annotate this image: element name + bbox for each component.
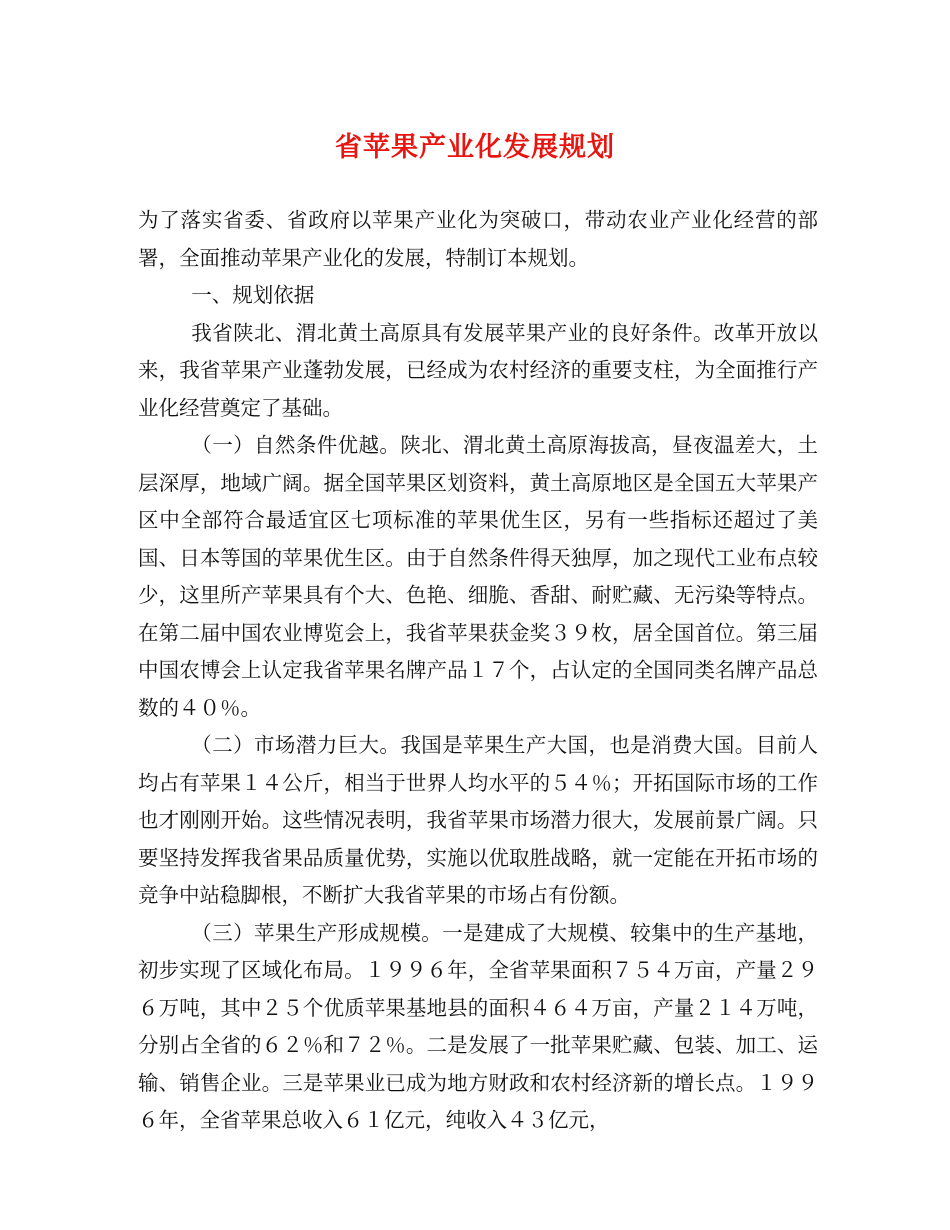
paragraph-production-scale: （三）苹果生产形成规模。一是建成了大规模、较集中的生产基地，初步实现了区域化布局。１９９６年，全省苹果面积７５４万亩，产量２９６万吨，其中２５个优质苹果基地县的面积４６４万亩，产量２１４万吨，分别占全省的６２％和７２％。二是发展了一批苹果贮藏、包装、加工、运输、销售企业。三是苹果业已成为地方财政和农村经济新的增长点。１９９６年，全省苹果总收入６１亿元，纯收入４３亿元，	[138, 920, 818, 1132]
paragraph-overview: 我省陕北、渭北黄土高原具有发展苹果产业的良好条件。改革开放以来，我省苹果产业蓬勃发展，已经成为农村经济的重要支柱，为全面推行产业化经营奠定了基础。	[138, 320, 818, 420]
paragraph-market-potential: （二）市场潜力巨大。我国是苹果生产大国，也是消费大国。目前人均占有苹果１４公斤，相当于世界人均水平的５４％；开拓国际市场的工作也才刚刚开始。这些情况表明，我省苹果市场潜力很大，发展前景广阔。只要坚持发挥我省果品质量优势，实施以优取胜战略，就一定能在开拓市场的竞争中站稳脚根，不断扩大我省苹果的市场占有份额。	[138, 733, 818, 907]
section-heading-basis: 一、规划依据	[191, 283, 315, 307]
paragraph-natural-conditions: （一）自然条件优越。陕北、渭北黄土高原海拔高，昼夜温差大，土层深厚，地域广阔。据全国苹果区划资料，黄土高原地区是全国五大苹果产区中全部符合最适宜区七项标准的苹果优生区，另有一些指标还超过了美国、日本等国的苹果优生区。由于自然条件得天独厚，加之现代工业布点较少，这里所产苹果具有个大、色艳、细脆、香甜、耐贮藏、无污染等特点。在第二届中国农业博览会上，我省苹果获金奖３９枚，居全国首位。第三届中国农博会上认定我省苹果名牌产品１７个，占认定的全国同类名牌产品总数的４０％。	[138, 433, 818, 720]
paragraph-intro: 为了落实省委、省政府以苹果产业化为突破口，带动农业产业化经营的部署，全面推动苹果产业化的发展，特制订本规划。	[138, 208, 818, 270]
document-body	[138, 202, 818, 1140]
document-title: 省苹果产业化发展规划	[335, 132, 615, 163]
